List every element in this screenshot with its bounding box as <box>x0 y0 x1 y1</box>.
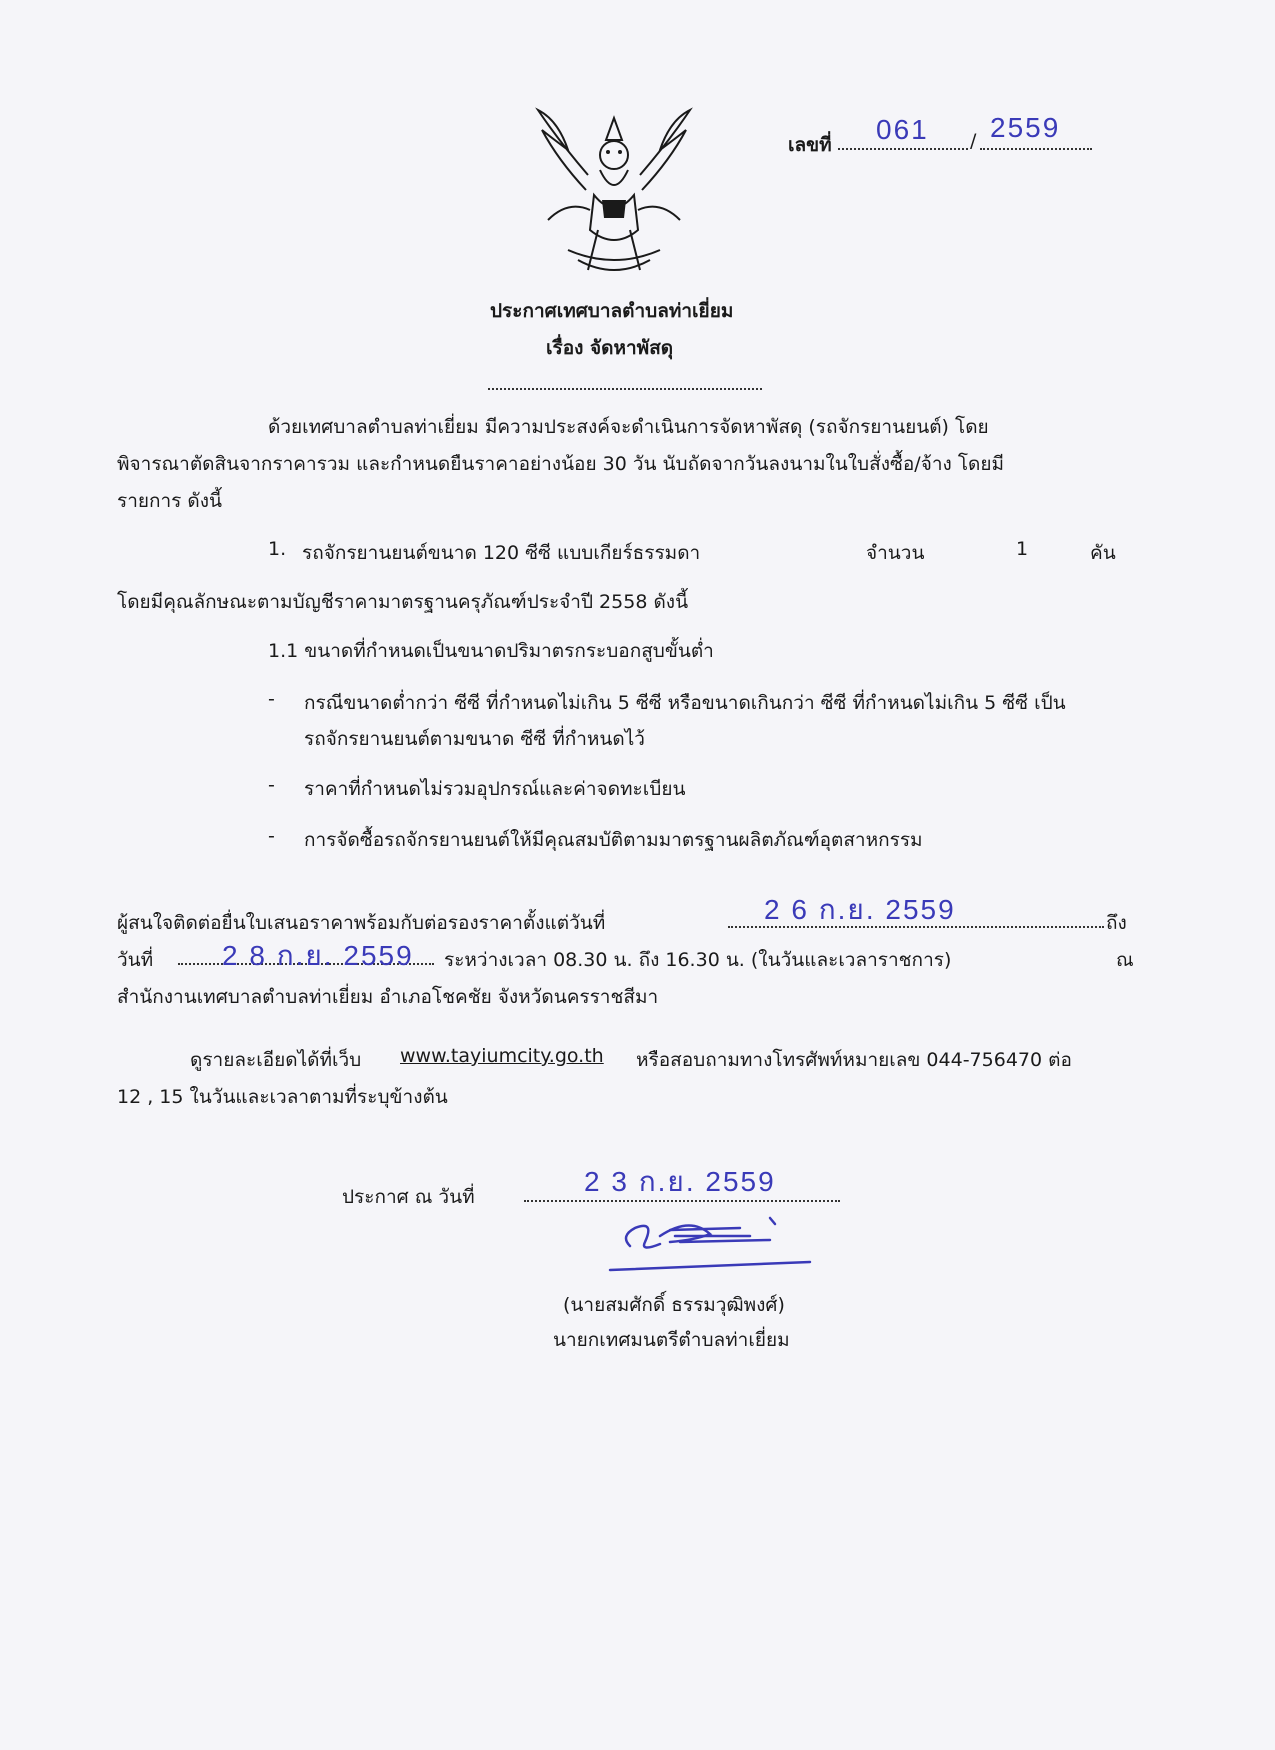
website-link[interactable]: www.tayiumcity.go.th <box>400 1045 604 1067</box>
submission-time-range: ระหว่างเวลา 08.30 น. ถึง 16.30 น. (ในวันและเวลาราชการ) <box>444 949 952 971</box>
submission-line-1: ผู้สนใจติดต่อยื่นใบเสนอราคาพร้อมกับต่อรองราคาตั้งแต่วันที่ <box>117 912 606 934</box>
bullet-dash: - <box>268 774 275 796</box>
item-number: 1. <box>268 538 287 560</box>
submission-start-date: 2 6 ก.ย. 2559 <box>764 894 956 925</box>
intro-line-3: รายการ ดังนี้ <box>117 490 223 512</box>
document-subject: เรื่อง จัดหาพัสดุ <box>546 337 674 359</box>
bullet-1-line-2: รถจักรยานยนต์ตามขนาด ซีซี ที่กำหนดไว้ <box>304 728 645 750</box>
submission-to: ถึง <box>1106 912 1127 934</box>
document-title: ประกาศเทศบาลตำบลท่าเยี่ยม <box>490 300 734 322</box>
signature <box>600 1206 820 1276</box>
bullet-2-line-1: ราคาที่กำหนดไม่รวมอุปกรณ์และค่าจดทะเบียน <box>304 778 686 800</box>
doc-number-label: เลขที่ <box>788 134 832 156</box>
garuda-emblem <box>528 100 700 285</box>
bullet-1-line-1: กรณีขนาดต่ำกว่า ซีซี ที่กำหนดไม่เกิน 5 ซีซี หรือขนาดเกินกว่า ซีซี ที่กำหนดไม่เกิน 5 ซีซี เป็น <box>304 692 1066 714</box>
signer-name: (นายสมศักดิ์ ธรรมวุฒิพงศ์) <box>563 1294 785 1316</box>
intro-line-1: ด้วยเทศบาลตำบลท่าเยี่ยม มีความประสงค์จะดำเนินการจัดหาพัสดุ (รถจักรยานยนต์) โดย <box>268 416 989 438</box>
submission-date-label: วันที่ <box>117 949 154 971</box>
bullet-dash: - <box>268 825 275 847</box>
doc-number-separator: / <box>970 130 977 152</box>
announce-date: 2 3 ก.ย. 2559 <box>584 1166 776 1197</box>
contact-phone: หรือสอบถามทางโทรศัพท์หมายเลข 044-756470 ต่อ <box>636 1049 1072 1071</box>
item-description: รถจักรยานยนต์ขนาด 120 ซีซี แบบเกียร์ธรรมดา <box>302 542 701 564</box>
announce-label: ประกาศ ณ วันที่ <box>342 1186 475 1208</box>
bullet-dash: - <box>268 688 275 710</box>
item-quantity-label: จำนวน <box>866 542 925 564</box>
submission-at: ณ <box>1116 949 1134 971</box>
contact-line-2: 12 , 15 ในวันและเวลาตามที่ระบุข้างต้น <box>117 1086 448 1108</box>
intro-line-2: พิจารณาตัดสินจากราคารวม และกำหนดยืนราคาอย่างน้อย 30 วัน นับถัดจากวันลงนามในใบสั่งซื้อ/จ้าง โดยมี <box>117 453 1005 475</box>
submission-end-date: 2 8 ก.ย. 2559 <box>222 940 414 971</box>
submission-line-3: สำนักงานเทศบาลตำบลท่าเยี่ยม อำเภอโชคชัย จังหวัดนครราชสีมา <box>117 986 659 1008</box>
title-divider <box>488 388 762 390</box>
bullet-3-line-1: การจัดซื้อรถจักรยานยนต์ให้มีคุณสมบัติตามมาตรฐานผลิตภัณฑ์อุตสาหกรรม <box>304 829 923 851</box>
spec-heading: 1.1 ขนาดที่กำหนดเป็นขนาดปริมาตรกระบอกสูบขั้นต่ำ <box>268 640 714 662</box>
doc-number-value: 061 <box>876 114 929 145</box>
contact-prefix: ดูรายละเอียดได้ที่เว็บ <box>190 1049 362 1071</box>
spec-line: โดยมีคุณลักษณะตามบัญชีราคามาตรฐานครุภัณฑ์ประจำปี 2558 ดังนี้ <box>117 591 689 613</box>
item-quantity: 1 <box>1016 538 1029 560</box>
signer-position: นายกเทศมนตรีตำบลท่าเยี่ยม <box>553 1329 790 1351</box>
item-unit: คัน <box>1090 542 1116 564</box>
doc-number-year: 2559 <box>990 112 1061 143</box>
